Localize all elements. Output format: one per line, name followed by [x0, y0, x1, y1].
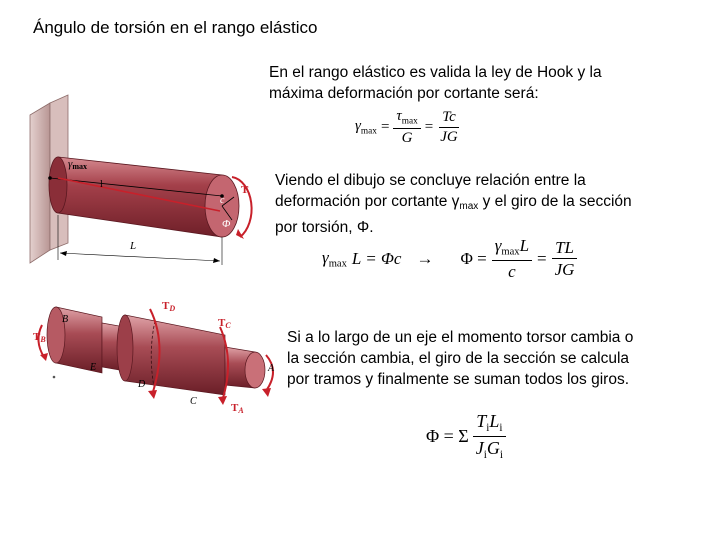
paragraph-drawing-line1: Viendo el dibujo se concluye relación entre la [275, 172, 586, 189]
eq2-equals: = [537, 248, 547, 268]
eq2-mid: L = Φc [351, 248, 402, 268]
paragraph-variable-torque-line3: por tramos y finalmente se suman todos los giros. [287, 371, 630, 388]
torque-label-b: TB [33, 331, 46, 344]
gamma-max-label: γmax [68, 158, 88, 171]
figure-torsion-shaft [20, 85, 265, 280]
paragraph-hooke [269, 62, 602, 104]
marker-dot [53, 376, 56, 379]
paragraph-drawing-line2: deformación por cortante γmax y el giro de la sección [275, 193, 632, 212]
eq2-arrow: → [416, 248, 434, 268]
eq1-lhs: $\gamma_{max}$ [355, 118, 377, 137]
eq3-fraction: $\frac{T_iL_i}{J_iG_i}$ [473, 411, 506, 461]
figure1-phi-label: Φ [222, 218, 231, 230]
paragraph-hooke-line1: En el rango elástico es valida la ley de Hook y la [269, 64, 602, 81]
eq3-lhs: Φ = Σ [426, 425, 469, 446]
point-label-a: A [268, 363, 275, 374]
eq2-lhs: $\gamma_{max}$ [322, 247, 347, 270]
figure1-length-label: L [130, 240, 137, 252]
torque-label-a: TA [231, 402, 244, 415]
torque-label-d: TD [162, 300, 176, 313]
paragraph-drawing [275, 170, 632, 238]
figure1-torque-label: T [241, 184, 249, 196]
equation-twist-angle [322, 236, 577, 281]
eq1-fraction-tc-over-jg: $\frac{Tc}{JG}$ [440, 108, 458, 146]
paragraph-variable-torque-line1: Si a lo largo de un eje el momento torsor cambia o [287, 329, 634, 346]
figure1-radius-label: c [220, 195, 225, 206]
eq1-equals-2: = [424, 119, 434, 136]
eq2-fraction-gamma-l-over-c: $\frac{\gamma_{max}L}{c}$ [492, 236, 532, 281]
eq1-equals: = [380, 119, 390, 136]
paragraph-drawing-line3: por torsión, Φ. [275, 219, 374, 236]
gamma-tick: l [100, 179, 103, 190]
paragraph-hooke-line2: máxima deformación por cortante será: [269, 85, 539, 102]
eq1-fraction-tau-over-g: $\frac{\tau_{max}}{G}$ [393, 108, 420, 147]
equation-max-shear-strain [355, 108, 461, 147]
paragraph-variable-torque [287, 327, 633, 390]
point-label-b: B [62, 314, 69, 325]
point-label-e: E [90, 362, 97, 373]
point-label-d: D [138, 379, 146, 390]
equation-sum-of-twists [426, 411, 506, 461]
paragraph-variable-torque-line2: la sección cambia, el giro de la sección se calcula [287, 350, 630, 367]
torque-label-c: TC [218, 317, 231, 330]
eq2-phi-equals: Φ = [460, 248, 487, 268]
point-label-c: C [190, 396, 197, 407]
page-title: Ángulo de torsión en el rango elástico [33, 18, 318, 37]
figure-stepped-shaft [30, 295, 285, 430]
eq2-fraction-tl-over-jg: $\frac{TL}{JG}$ [552, 238, 578, 280]
